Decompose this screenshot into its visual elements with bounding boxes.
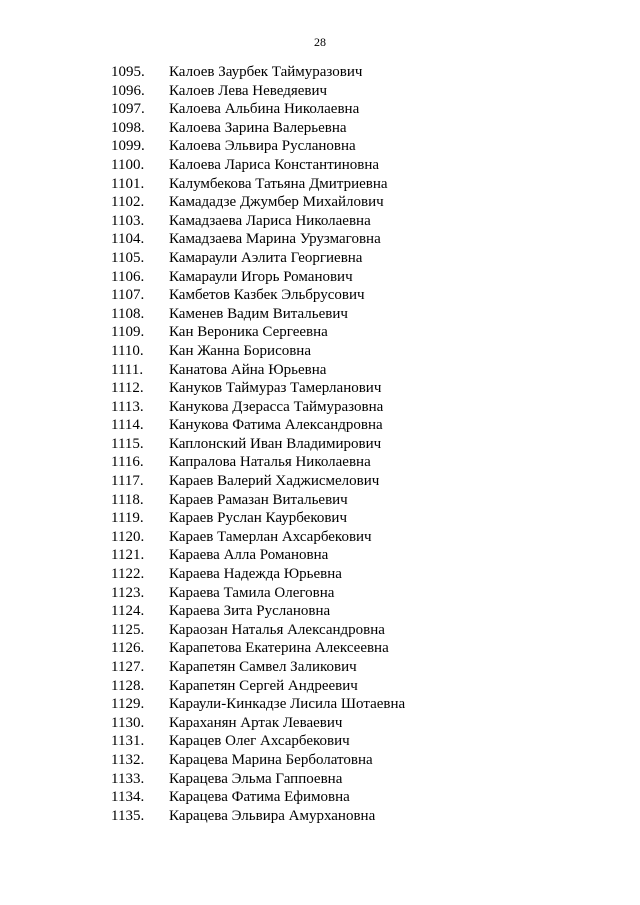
- entry-number: 1106.: [111, 268, 145, 285]
- list-item: [0, 695, 640, 714]
- list-item: [0, 621, 640, 640]
- entry-number: 1135.: [111, 807, 145, 824]
- entry-name: Калоева Лариса Константиновна: [169, 156, 380, 173]
- list-item: [0, 100, 640, 119]
- entry-name: Кан Вероника Сергеевна: [169, 324, 328, 341]
- list-item: [0, 119, 640, 138]
- entry-name: Калоев Лева Неведяевич: [169, 82, 328, 99]
- entry-number: 1115.: [111, 435, 144, 452]
- entry-number: 1133.: [111, 770, 145, 787]
- list-item: [0, 379, 640, 398]
- list-item: [0, 342, 640, 361]
- entry-number: 1100.: [111, 156, 145, 173]
- entry-number: 1105.: [111, 249, 145, 266]
- entry-number: 1098.: [111, 119, 145, 136]
- list-item: [0, 509, 640, 528]
- entry-name: Камадзаева Лариса Николаевна: [169, 212, 371, 229]
- entry-number: 1104.: [111, 231, 145, 248]
- entry-number: 1125.: [111, 621, 145, 638]
- list-item: [0, 398, 640, 417]
- entry-name: Караев Валерий Хаджисмелович: [169, 473, 380, 490]
- entry-number: 1120.: [111, 528, 145, 545]
- list-item: [0, 63, 640, 82]
- entry-name: Караев Руслан Каурбекович: [169, 510, 348, 527]
- entry-number: 1095.: [111, 64, 145, 80]
- entry-number: 1123.: [111, 584, 145, 601]
- entry-number: 1134.: [111, 789, 145, 806]
- entry-number: 1121.: [111, 547, 145, 564]
- entry-name: Камадзаева Марина Урузмаговна: [169, 231, 381, 248]
- list-item: [0, 305, 640, 324]
- entry-number: 1129.: [111, 696, 145, 713]
- entry-name: Карапетян Сергей Андреевич: [169, 677, 358, 694]
- entry-number: 1111.: [111, 361, 144, 378]
- entry-name: Карацева Эльма Гаппоевна: [169, 770, 343, 787]
- entry-name: Караули-Кинкадзе Лисила Шотаевна: [169, 696, 406, 713]
- entry-number: 1101.: [111, 175, 145, 192]
- name-list: [0, 63, 640, 825]
- entry-number: 1097.: [111, 101, 145, 118]
- list-item: [0, 268, 640, 287]
- entry-name: Караев Тамерлан Ахсарбекович: [169, 528, 372, 545]
- entry-name: Карапетян Самвел Заликович: [169, 659, 357, 675]
- entry-number: 1131.: [111, 733, 145, 750]
- entry-name: Калоева Эльвира Руслановна: [169, 138, 356, 155]
- entry-number: 1116.: [111, 454, 144, 471]
- list-item: [0, 286, 640, 305]
- list-item: [0, 788, 640, 807]
- list-item: [0, 193, 640, 212]
- list-item: [0, 565, 640, 584]
- entry-number: 1126.: [111, 640, 145, 657]
- entry-number: 1112.: [111, 380, 144, 397]
- entry-name: Калоев Заурбек Таймуразович: [169, 64, 363, 80]
- entry-number: 1118.: [111, 491, 144, 508]
- entry-name: Каменев Вадим Витальевич: [169, 305, 348, 322]
- entry-number: 1102.: [111, 194, 145, 211]
- entry-name: Караева Надежда Юрьевна: [169, 566, 342, 583]
- list-item: [0, 82, 640, 101]
- entry-name: Караева Алла Романовна: [169, 547, 329, 564]
- entry-name: Камараули Игорь Романович: [169, 268, 353, 285]
- entry-name: Канукова Фатима Александровна: [169, 417, 383, 434]
- entry-name: Канукова Дзерасса Таймуразовна: [169, 398, 384, 415]
- entry-number: 1132.: [111, 751, 145, 768]
- entry-name: Карапетова Екатерина Алексеевна: [169, 640, 389, 657]
- entry-number: 1109.: [111, 324, 145, 341]
- list-item: [0, 770, 640, 789]
- entry-name: Кан Жанна Борисовна: [169, 342, 311, 359]
- list-item: [0, 639, 640, 658]
- list-item: [0, 807, 640, 826]
- entry-name: Капралова Наталья Николаевна: [169, 454, 371, 471]
- entry-name: Каплонский Иван Владимирович: [169, 435, 382, 452]
- entry-number: 1124.: [111, 603, 145, 620]
- list-item: [0, 602, 640, 621]
- entry-number: 1128.: [111, 677, 145, 694]
- entry-name: Карацева Фатима Ефимовна: [169, 789, 350, 806]
- entry-name: Калоева Альбина Николаевна: [169, 101, 360, 118]
- entry-name: Калумбекова Татьяна Дмитриевна: [169, 175, 388, 192]
- list-item: [0, 416, 640, 435]
- list-item: [0, 732, 640, 751]
- list-item: [0, 751, 640, 770]
- entry-number: 1130.: [111, 714, 145, 731]
- entry-name: Калоева Зарина Валерьевна: [169, 119, 347, 136]
- list-item: [0, 658, 640, 677]
- list-item: [0, 714, 640, 733]
- list-item: [0, 453, 640, 472]
- list-item: [0, 156, 640, 175]
- entry-number: 1099.: [111, 138, 145, 155]
- entry-name: Караева Тамила Олеговна: [169, 584, 335, 601]
- list-item: [0, 491, 640, 510]
- list-item: [0, 212, 640, 231]
- entry-name: Караозан Наталья Александровна: [169, 621, 385, 638]
- list-item: [0, 323, 640, 342]
- entry-name: Караев Рамазан Витальевич: [169, 491, 348, 508]
- list-item: [0, 249, 640, 268]
- list-item: [0, 677, 640, 696]
- entry-number: 1096.: [111, 82, 145, 99]
- entry-number: 1110.: [111, 342, 144, 359]
- entry-number: 1119.: [111, 510, 144, 527]
- entry-name: Камададзе Джумбер Михайлович: [169, 194, 384, 211]
- entry-name: Камараули Аэлита Георгиевна: [169, 249, 363, 266]
- list-item: [0, 528, 640, 547]
- list-item: [0, 361, 640, 380]
- list-item: [0, 230, 640, 249]
- entry-name: Карацева Эльвира Амурхановна: [169, 807, 376, 824]
- entry-number: 1127.: [111, 659, 145, 675]
- entry-number: 1117.: [111, 473, 144, 490]
- entry-name: Камбетов Казбек Эльбрусович: [169, 287, 365, 304]
- entry-number: 1107.: [111, 287, 145, 304]
- list-item: [0, 546, 640, 565]
- entry-name: Кануков Таймураз Тамерланович: [169, 380, 382, 397]
- entry-number: 1114.: [111, 417, 144, 434]
- list-item: [0, 137, 640, 156]
- entry-number: 1122.: [111, 566, 145, 583]
- entry-name: Караева Зита Руслановна: [169, 603, 331, 620]
- page-number: 28: [314, 35, 326, 49]
- list-item: [0, 175, 640, 194]
- entry-number: 1108.: [111, 305, 145, 322]
- entry-name: Канатова Айна Юрьевна: [169, 361, 327, 378]
- list-item: [0, 584, 640, 603]
- entry-number: 1103.: [111, 212, 145, 229]
- entry-name: Караханян Артак Леваевич: [169, 714, 343, 731]
- list-item: [0, 435, 640, 454]
- list-item: [0, 472, 640, 491]
- entry-name: Карацева Марина Берболатовна: [169, 751, 373, 768]
- entry-name: Карацев Олег Ахсарбекович: [169, 733, 350, 750]
- entry-number: 1113.: [111, 398, 144, 415]
